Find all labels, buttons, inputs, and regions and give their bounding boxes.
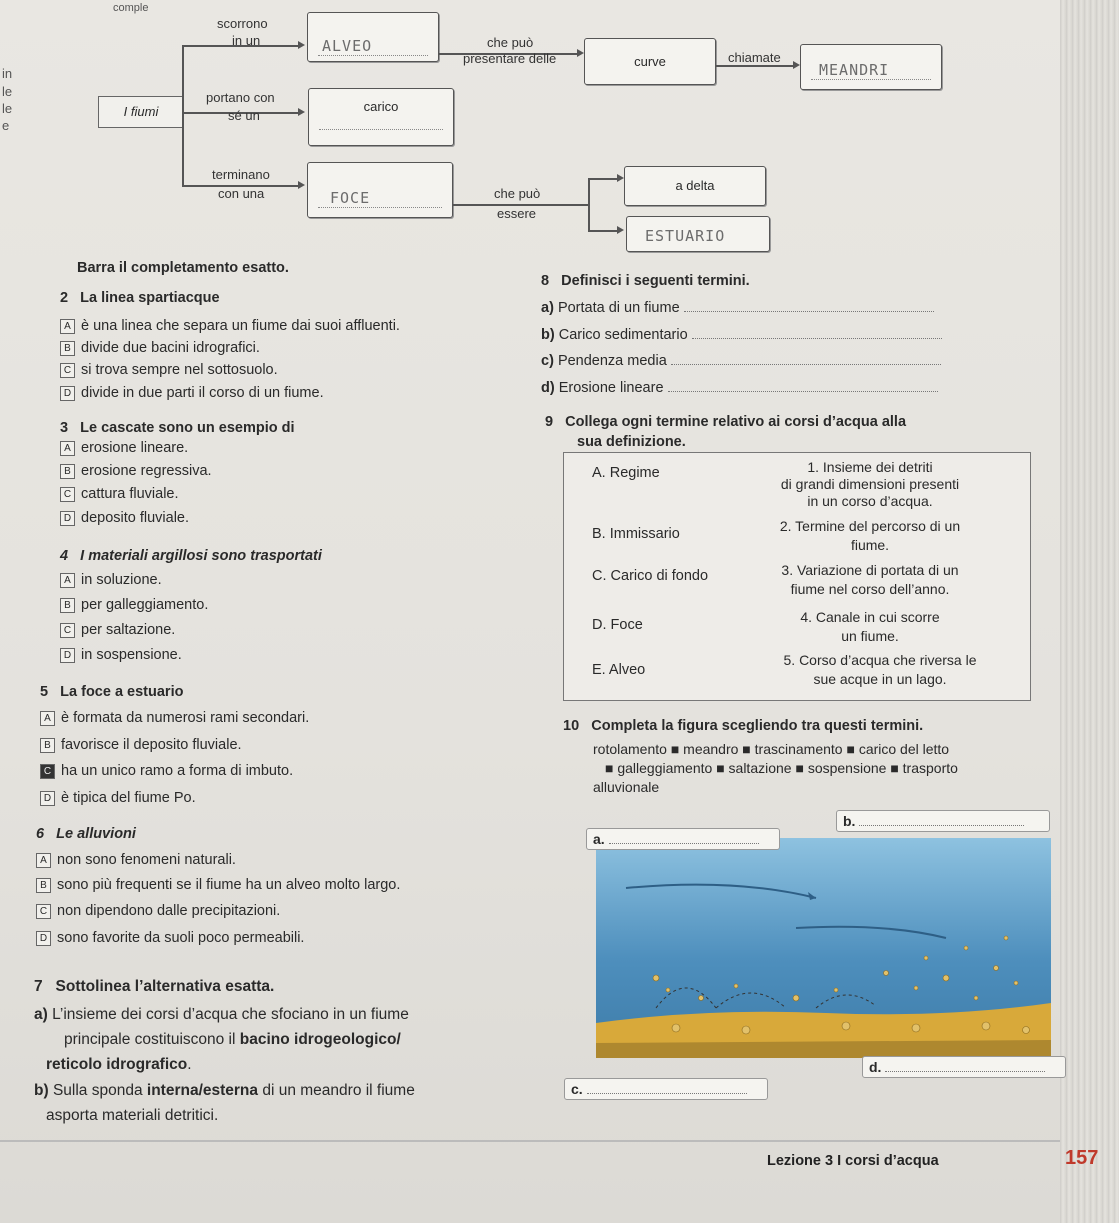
letter-c: C (60, 623, 75, 638)
map-label-essere: essere (497, 206, 537, 221)
q7-choice-a2[interactable]: reticolo idrografico (46, 1056, 188, 1073)
q3-option-b[interactable]: B erosione regressiva. (60, 463, 212, 479)
q7-part-b: b) Sulla sponda interna/esterna di un meandro il fiume asporta materiali detritici. (34, 1082, 415, 1124)
map-label-scorrono: scorrono (217, 16, 268, 31)
letter-a: A (40, 711, 55, 726)
q6-title-text: Le alluvioni (56, 826, 136, 842)
q3-option-a[interactable]: A erosione lineare. (60, 440, 188, 456)
map-label-terminano: terminano (212, 167, 270, 182)
footer-lesson: Lezione 3 I corsi d’acqua (767, 1153, 939, 1169)
letter-d: D (36, 931, 51, 946)
letter-b: B (60, 598, 75, 613)
q10-number: 10 (563, 718, 580, 734)
q6-option-c[interactable]: C non dipendono dalle precipitazioni. (36, 903, 280, 919)
map-label-se-un: sé un (228, 108, 260, 123)
q7-title-text: Sottolinea l’alternativa esatta. (55, 978, 275, 995)
q5-title-text: La foce a estuario (60, 684, 184, 700)
q2-title (60, 290, 220, 306)
margin-fragment-3: le (2, 101, 13, 116)
header-fragment: comple (113, 2, 149, 14)
letter-d: D (40, 791, 55, 806)
letter-a: A (60, 441, 75, 456)
q7-number: 7 (34, 978, 43, 995)
q10-label-c[interactable]: c. (564, 1078, 768, 1100)
q10-label-a[interactable]: a. (586, 828, 780, 850)
q7-choice-b[interactable]: interna/esterna (146, 1082, 259, 1099)
map-label-carico: carico (363, 99, 399, 114)
q4-option-d[interactable]: D in sospensione. (60, 647, 182, 663)
letter-b: B (36, 878, 51, 893)
q7-choice-a1[interactable]: bacino idrogeologico/ (239, 1031, 401, 1048)
q9-definition-3[interactable]: 3. Variazione di portata di un fiume nel corso dell’anno. (781, 562, 959, 597)
q4-option-c[interactable]: C per saltazione. (60, 622, 175, 638)
letter-c: C (40, 764, 55, 779)
footer-rule (0, 1140, 1060, 1142)
map-answer-meandri: MEANDRI (819, 61, 890, 79)
q9-term-a[interactable]: A. Regime (592, 465, 660, 481)
q10-term-list: rotolamento ■ meandro ■ trascinamento ■ carico del letto ■ galleggiamento ■ saltazione ■ sospensione ■ trasporto alluvionale (593, 741, 958, 795)
q6-number: 6 (36, 826, 45, 842)
map-label-presentare: presentare delle (463, 51, 557, 66)
q9-number: 9 (545, 414, 554, 430)
q6-title (36, 826, 136, 842)
q5-title (40, 684, 183, 700)
letter-c: C (60, 487, 75, 502)
q9-title (545, 412, 906, 452)
map-label-portano: portano con (206, 90, 275, 105)
q2-option-b[interactable]: B divide due bacini idrografici. (60, 340, 260, 356)
map-answer-foce: FOCE (330, 189, 371, 207)
letter-a: A (36, 853, 51, 868)
letter-d: D (60, 386, 75, 401)
margin-fragment-1: in (2, 66, 13, 81)
letter-b: B (40, 738, 55, 753)
q10-title-text: Completa la figura scegliendo tra questi termini. (591, 718, 924, 734)
q8-item-b[interactable]: b) Carico sedimentario (541, 327, 971, 343)
q8-item-a[interactable]: a) Portata di un fiume (541, 300, 971, 316)
q10-label-d[interactable]: d. (862, 1056, 1066, 1078)
map-box-estuario[interactable] (626, 216, 770, 252)
q2-title-text: La linea spartiacque (80, 290, 220, 306)
q7-title (34, 978, 274, 996)
map-box-carico[interactable] (308, 88, 454, 146)
q3-option-c[interactable]: C cattura fluviale. (60, 486, 179, 502)
q9-definition-2[interactable]: 2. Termine del percorso di un fiume. (779, 518, 961, 553)
q4-title-text: I materiali argillosi sono trasportati (80, 548, 322, 564)
q6-option-b[interactable]: B sono più frequenti se il fiume ha un alveo molto largo. (36, 877, 400, 893)
margin-fragment-4: e (2, 118, 10, 133)
map-label-in-un: in un (232, 33, 261, 48)
q2-option-d[interactable]: D divide in due parti il corso di un fiume. (60, 385, 324, 401)
letter-b: B (60, 464, 75, 479)
map-label-chiamate: chiamate (728, 50, 781, 65)
letter-d: D (60, 648, 75, 663)
map-box-meandri[interactable] (800, 44, 942, 90)
q3-title-text: Le cascate sono un esempio di (80, 420, 295, 436)
map-label-che-puo-1: che può (487, 35, 534, 50)
map-label-che-puo-2: che può (494, 186, 541, 201)
q2-option-a[interactable]: A è una linea che separa un fiume dai suoi affluenti. (60, 318, 400, 334)
q10-label-b[interactable]: b. (836, 810, 1050, 832)
q4-option-a[interactable]: A in soluzione. (60, 572, 162, 588)
q3-option-d[interactable]: D deposito fluviale. (60, 510, 189, 526)
map-root-box: I fiumi (98, 96, 184, 128)
map-answer-alveo: ALVEO (322, 37, 373, 55)
letter-b: B (60, 341, 75, 356)
q9-title-text-2: sua definizione. (577, 434, 686, 450)
q9-term-b[interactable]: B. Immissario (592, 526, 680, 542)
q5-option-a[interactable]: A è formata da numerosi rami secondari. (40, 710, 309, 726)
q8-item-d[interactable]: d) Erosione lineare (541, 380, 971, 396)
q8-title (541, 273, 750, 289)
q5-option-d[interactable]: D è tipica del fiume Po. (40, 790, 196, 806)
q10-title (563, 718, 923, 734)
q7-part-a: a) L’insieme dei corsi d’acqua che sfociano in un fiume principale costituiscono il bacino idrogeologico/ reticolo idrografico. (34, 1006, 409, 1073)
q9-definition-5[interactable]: 5. Corso d’acqua che riversa le sue acque in un lago. (783, 652, 977, 687)
q9-title-text-1: Collega ogni termine relativo ai corsi d’acqua alla (565, 414, 907, 430)
q9-definition-1[interactable]: 1. Insieme dei detriti di grandi dimensioni presenti in un corso d’acqua. (780, 459, 960, 509)
q3-title (60, 420, 295, 436)
map-box-delta: a delta (624, 166, 766, 206)
q2-option-c[interactable]: C si trova sempre nel sottosuolo. (60, 362, 278, 378)
q2-number: 2 (60, 290, 69, 306)
q5-option-c[interactable]: C ha un unico ramo a forma di imbuto. (40, 763, 293, 779)
q5-option-b[interactable]: B favorisce il deposito fluviale. (40, 737, 242, 753)
page-number: 157 (1065, 1147, 1099, 1169)
map-box-curve: curve (584, 38, 716, 85)
q9-term-d[interactable]: D. Foce (592, 617, 643, 633)
map-answer-estuario: ESTUARIO (645, 227, 726, 245)
q8-item-c[interactable]: c) Pendenza media (541, 353, 971, 369)
q4-option-b[interactable]: B per galleggiamento. (60, 597, 208, 613)
margin-fragment-2: le (2, 84, 13, 99)
q5-number: 5 (40, 684, 49, 700)
q9-term-c[interactable]: C. Carico di fondo (592, 568, 709, 584)
q6-option-a[interactable]: A non sono fenomeni naturali. (36, 852, 236, 868)
q9-definition-4[interactable]: 4. Canale in cui scorre un fiume. (800, 609, 940, 644)
q10-sediment-figure (571, 808, 1056, 1108)
q8-title-text: Definisci i seguenti termini. (561, 273, 750, 289)
letter-a: A (60, 573, 75, 588)
page-stack-edges (1060, 0, 1119, 1223)
q3-number: 3 (60, 420, 69, 436)
letter-c: C (60, 363, 75, 378)
map-box-alveo[interactable] (307, 12, 439, 62)
q6-option-d[interactable]: D sono favorite da suoli poco permeabili. (36, 930, 304, 946)
q9-term-e[interactable]: E. Alveo (592, 662, 646, 678)
q4-number: 4 (60, 548, 69, 564)
letter-d: D (60, 511, 75, 526)
q4-title (60, 548, 322, 564)
instruction: Barra il completamento esatto. (77, 260, 289, 276)
map-box-foce[interactable] (307, 162, 453, 218)
q9-matching-table (563, 452, 1031, 701)
letter-a: A (60, 319, 75, 334)
letter-c: C (36, 904, 51, 919)
q8-number: 8 (541, 273, 550, 289)
map-label-con-una: con una (218, 186, 265, 201)
